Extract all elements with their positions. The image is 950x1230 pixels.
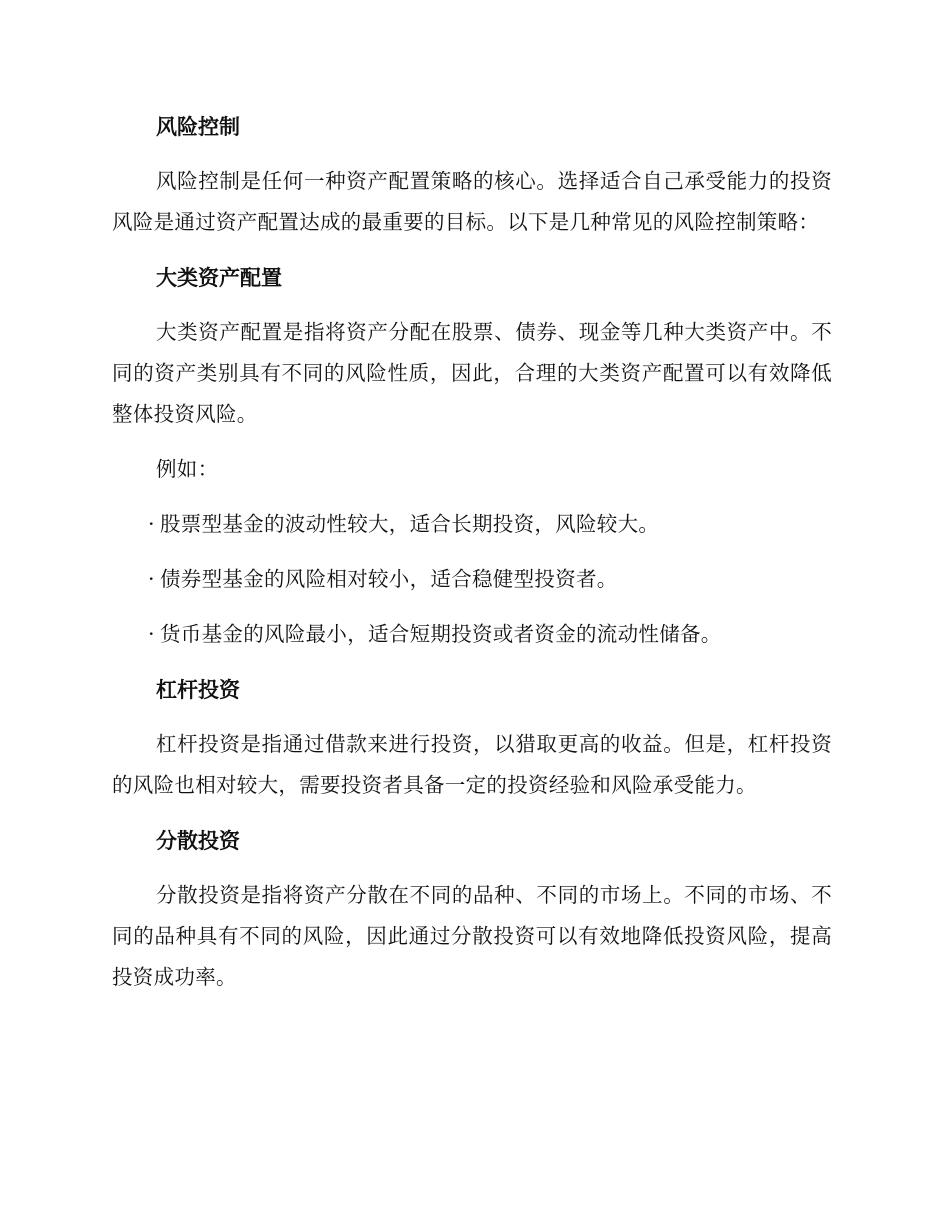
section-heading-leverage: 杠杆投资 xyxy=(156,678,240,702)
paragraph-risk-control-intro: 风险控制是任何一种资产配置策略的核心。选择适合自己承受能力的投资风险是通过资产配置达成的最重要的目标。以下是几种常见的风险控制策略： xyxy=(112,169,832,234)
document-body xyxy=(112,106,832,998)
bullet-marker: · xyxy=(148,567,155,591)
section-heading-risk-control: 风险控制 xyxy=(156,115,240,139)
section-heading-asset-allocation: 大类资产配置 xyxy=(156,266,282,290)
section-heading-diversification: 分散投资 xyxy=(156,829,240,853)
paragraph-leverage: 杠杆投资是指通过借款来进行投资，以猎取更高的收益。但是，杠杆投资的风险也相对较大，需要投资者具备一定的投资经验和风险承受能力。 xyxy=(112,732,832,797)
list-item xyxy=(112,614,832,655)
paragraph-asset-allocation: 大类资产配置是指将资产分配在股票、债券、现金等几种大类资产中。不同的资产类别具有不同的风险性质，因此，合理的大类资产配置可以有效降低整体投资风险。 xyxy=(112,320,832,426)
list-item xyxy=(112,559,832,600)
bullet-marker: · xyxy=(148,512,155,536)
paragraph-for-example: 例如： xyxy=(156,457,219,481)
paragraph-diversification: 分散投资是指将资产分散在不同的品种、不同的市场上。不同的市场、不同的品种具有不同的风险，因此通过分散投资可以有效地降低投资风险，提高投资成功率。 xyxy=(112,883,832,989)
list-item-text: 货币基金的风险最小，适合短期投资或者资金的流动性储备。 xyxy=(160,622,722,646)
bullet-marker: · xyxy=(148,622,155,646)
list-item-text: 债券型基金的风险相对较小，适合稳健型投资者。 xyxy=(160,567,618,591)
list-item xyxy=(112,504,832,545)
list-item-text: 股票型基金的波动性较大，适合长期投资，风险较大。 xyxy=(160,512,660,536)
